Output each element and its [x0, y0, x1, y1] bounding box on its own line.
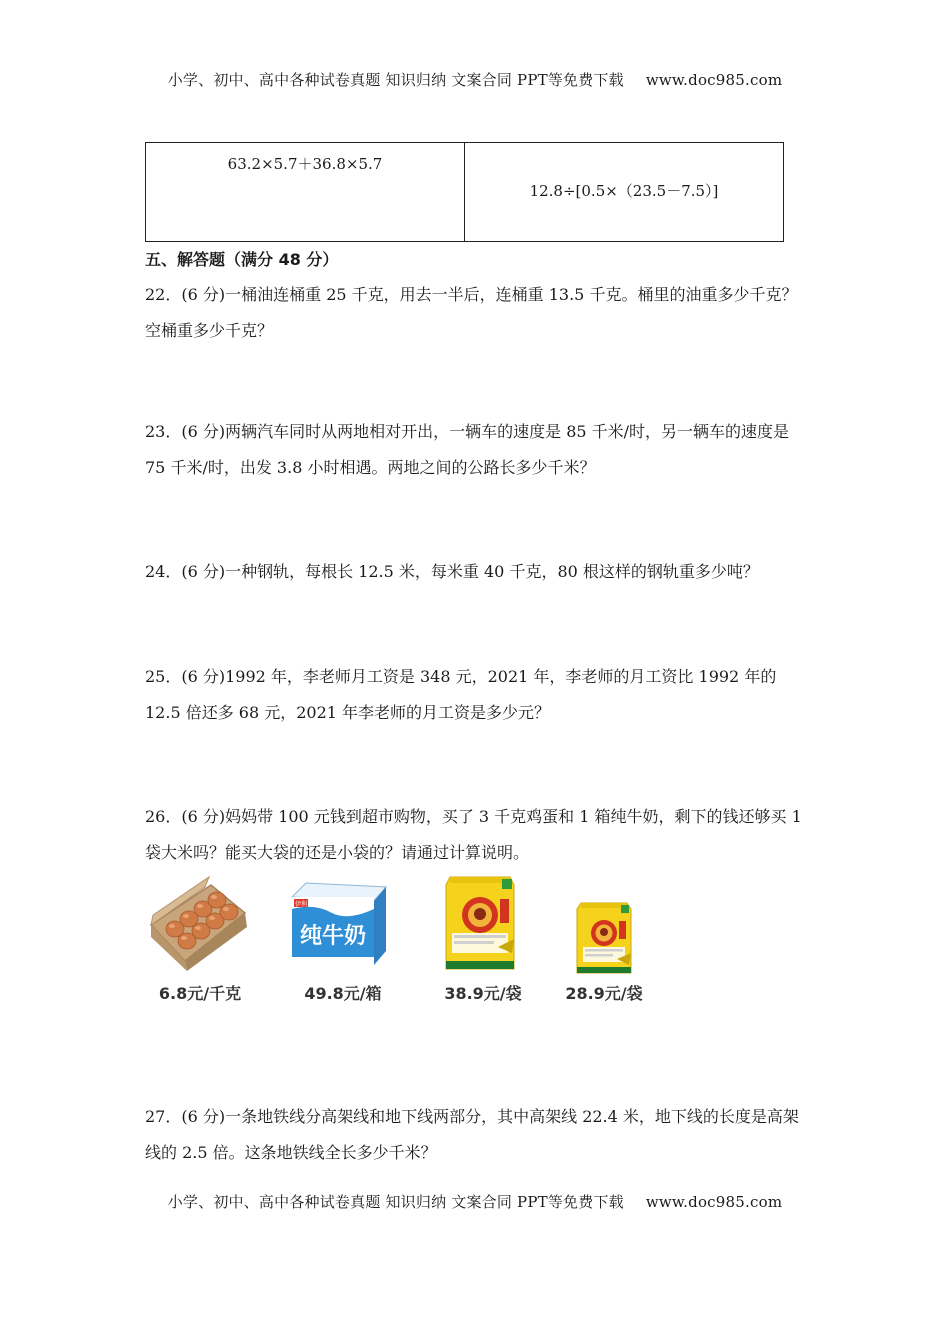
page-header [0, 69, 950, 90]
small-rice-bag-icon [561, 873, 661, 975]
milk-box-icon [288, 873, 388, 969]
milk-box-label: 纯牛奶 [299, 924, 367, 949]
large-rice-price: 38.9元/袋 [444, 984, 522, 1003]
product-large-rice [428, 873, 538, 1008]
question-27: 27．(6 分)一条地铁线分高架线和地下线两部分，其中高架线 22.4 米，地下线的长度是高架线的 2.5 倍。这条地铁线全长多少千米？ [145, 1107, 799, 1162]
question-26: 26．(6 分)妈妈带 100 元钱到超市购物，买了 3 千克鸡蛋和 1 箱纯牛奶，剩下的钱还够买 1 袋大米吗？能买大袋的还是小袋的？请通过计算说明。 [145, 807, 802, 862]
page-footer [0, 1191, 950, 1212]
product-eggs [145, 873, 255, 1008]
egg-price: 6.8元/千克 [158, 984, 242, 1003]
milk-price: 49.8元/箱 [304, 984, 382, 1003]
calc-cell-right [465, 143, 783, 241]
small-rice-price: 28.9元/袋 [565, 984, 643, 1003]
question-22: 22．(6 分)一桶油连桶重 25 千克，用去一半后，连桶重 13.5 千克。桶里的油重多少千克？空桶重多少千克？ [145, 285, 798, 340]
question-25: 25．(6 分)1992 年，李老师月工资是 348 元，2021 年，李老师的月工资比 1992 年的 12.5 倍还多 68 元，2021 年李老师的月工资是多少元？ [145, 667, 777, 722]
svg-text:伊利: 伊利 [294, 901, 308, 908]
footer-site-link[interactable]: www.doc985.com [645, 1193, 783, 1211]
product-milk [288, 873, 398, 1008]
calc-expression-right: 12.8÷[0.5×（23.5－7.5）] [529, 182, 719, 200]
question-24: 24．(6 分)一种钢轨，每根长 12.5 米，每米重 40 千克，80 根这样的钢轨重多少吨？ [145, 562, 759, 581]
calc-expression-left: 63.2×5.7＋36.8×5.7 [227, 155, 383, 173]
large-rice-bag-icon [428, 873, 528, 975]
calculation-table [145, 142, 784, 242]
product-price-list [145, 873, 665, 1008]
calc-cell-left [146, 143, 465, 241]
header-site-link[interactable]: www.doc985.com [645, 71, 783, 89]
product-small-rice [561, 873, 661, 1008]
header-text: 小学、初中、高中各种试卷真题 知识归纳 文案合同 PPT等免费下载 [167, 71, 624, 89]
section-title: 五、解答题（满分 48 分） [145, 250, 339, 269]
question-23: 23．(6 分)两辆汽车同时从两地相对开出，一辆车的速度是 85 千米/时，另一辆车的速度是 75 千米/时，出发 3.8 小时相遇。两地之间的公路长多少千米？ [145, 422, 790, 477]
egg-tray-icon [145, 873, 250, 973]
footer-text: 小学、初中、高中各种试卷真题 知识归纳 文案合同 PPT等免费下载 [167, 1193, 624, 1211]
